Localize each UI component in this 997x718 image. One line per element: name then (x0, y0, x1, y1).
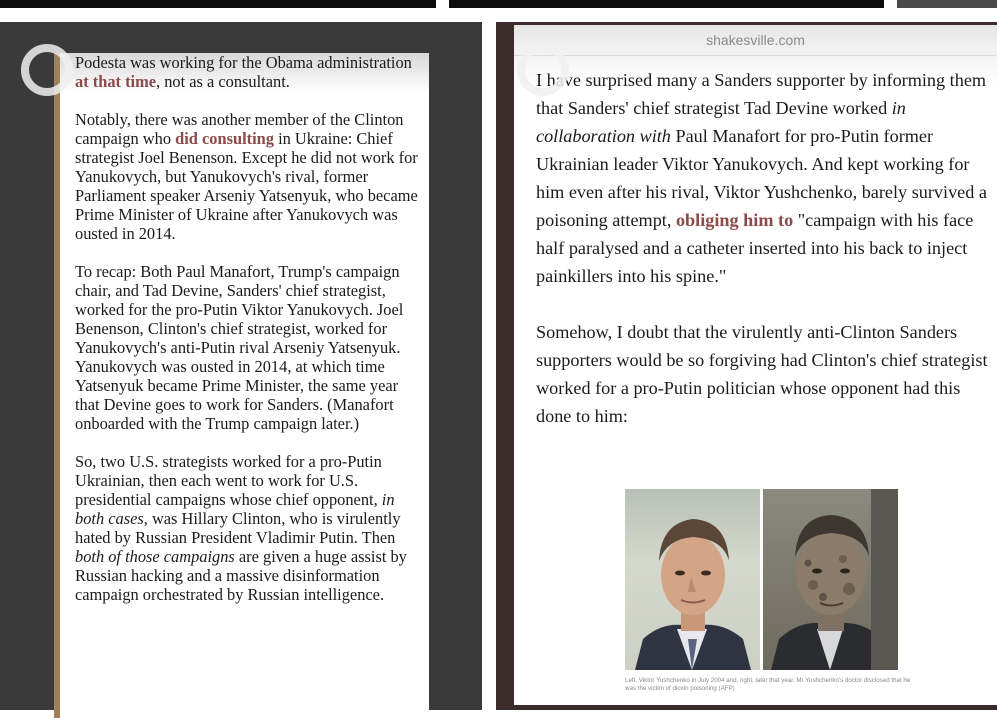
left-p4-emphasis-2: both of those campaigns (75, 547, 235, 566)
yushchenko-after-photo (763, 489, 898, 670)
right-p1-text-a: I have surprised many a Sanders supporter by informing them that Sanders' chief strategist Tad Devine worked (536, 70, 987, 118)
left-paragraph-1 (75, 53, 425, 91)
left-p4-text-b: was Hillary Clinton, who is virulently hated by Russian President Vladimir Putin. Then (75, 509, 401, 547)
left-p4-emphasis-1: in both cases, (75, 490, 395, 528)
left-p2-text-start: Notably, there was another member of the Clinton campaign who (75, 110, 404, 148)
left-p1-text-end: , not as a consultant. (156, 72, 290, 91)
top-bar-left (0, 0, 436, 8)
right-p1-text-b: Paul Manafort for pro-Putin former Ukrainian leader Viktor Yanukovych. And kept working for him even after his rival, Viktor Yushchenko, barely survived a poisoning attempt, (536, 126, 987, 230)
left-p2-text-end: in Ukraine: Chief strategist Joel Benenson. Except he did not work for Yanukovych, but Yanukovych's rival, former Parliament speaker Arseniy Yatsenyuk, who became Prime Minister of Ukraine after Yanukovych was ousted in 2014. (75, 129, 418, 243)
right-article-page[interactable] (514, 25, 997, 705)
right-p1-emphasis: in collaboration with (536, 98, 906, 146)
right-paragraph-1 (536, 66, 991, 290)
left-article-text (75, 53, 425, 623)
left-p1-text-start: Podesta was working for the Obama administration (75, 53, 412, 72)
top-bar-right (897, 0, 997, 8)
did-consulting-link[interactable]: did consulting (175, 129, 274, 148)
at-that-time-link[interactable]: at that time (75, 72, 157, 91)
top-bar-middle (449, 0, 884, 8)
left-p4-text-a: So, two U.S. strategists worked for a pro-Putin Ukrainian, then each went to work for U.S. presidential campaigns whose chief opponent, (75, 452, 382, 509)
left-paragraph-4 (75, 452, 425, 604)
left-screenshot-panel (0, 22, 482, 710)
left-p4-text-c: are given a huge assist by Russian hacking and a massive disinformation campaign orchestrated by Russian intelligence. (75, 547, 407, 604)
yushchenko-before-photo (625, 489, 760, 670)
photo-caption: Left, Viktor Yushchenko in July 2004 and, right, later that year. Mr Yushchenko's doctor disclosed that he was the victim of dioxin poisoning (AFP) (625, 677, 911, 692)
left-paragraph-2 (75, 110, 425, 243)
touch-indicator-icon (21, 44, 73, 96)
touch-indicator-icon (517, 44, 569, 96)
right-article-text (536, 66, 991, 458)
left-article-page[interactable] (54, 53, 429, 718)
right-paragraph-2: Somehow, I doubt that the virulently anti-Clinton Sanders supporters would be so forgiving had Clinton's chief strategist worked for a pro-Putin politician whose opponent had this done to him: (536, 322, 988, 426)
right-screenshot-panel (496, 22, 997, 710)
obliging-him-to-link[interactable]: obliging him to (675, 210, 794, 230)
right-p1-text-c: "campaign with his face half paralysed and a catheter inserted into his back to inject painkillers into his spine." (536, 210, 974, 286)
left-paragraph-3: To recap: Both Paul Manafort, Trump's campaign chair, and Tad Devine, Sanders' chief strategist, worked for the pro-Putin Viktor Yanukovych. Joel Benenson, Clinton's chief strategist, worked for Yanukovych's anti-Putin rival Arseniy Yatsenyuk. Yanukovych was ousted in 2014, at which time Yatsenyuk became Prime Minister, the same year that Devine goes to work for Sanders. (Manafort onboarded with the Trump campaign later.) (75, 262, 404, 433)
url-bar[interactable]: shakesville.com (514, 25, 997, 56)
